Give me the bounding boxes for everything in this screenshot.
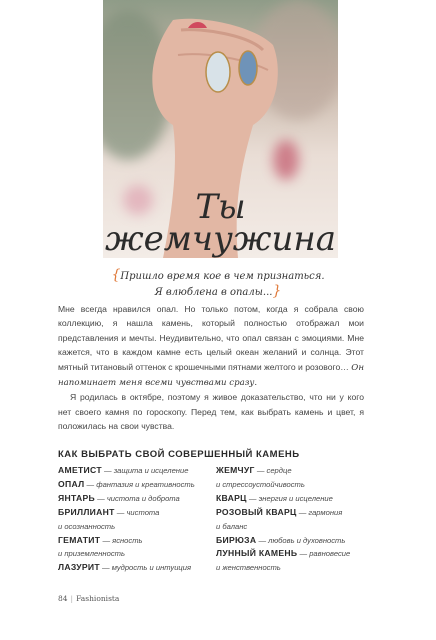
list-item-continued: и женственность (216, 563, 281, 573)
stone-list-left (58, 464, 218, 575)
page-number: 84 (58, 594, 68, 603)
stone-list-title: КАК ВЫБРАТЬ СВОЙ СОВЕРШЕННЫЙ КАМЕНЬ (58, 449, 300, 460)
list-item-continued: и стрессоустойчивость (216, 479, 305, 489)
paragraph-2: Я родилась в октябре, поэтому я живое доказательство, что ни у кого нет своего камня по гороскопу. Перед тем, как выбрать камень и цвет, я положилась на свои чувства. (58, 392, 364, 432)
list-item: АМЕТИСТ — защита и исцеление (58, 465, 189, 475)
quote-line-2: Я влюблена в опалы...} (154, 283, 282, 299)
quote-line-1: {Пришло время кое в чем признаться. (111, 267, 325, 283)
list-item: ГЕМАТИТ — ясность (58, 534, 143, 545)
bracket-close-icon: } (272, 283, 282, 299)
list-item: ЛУННЫЙ КАМЕНЬ — равновесие (216, 548, 351, 559)
list-item: ЯНТАРЬ — чистота и доброта (58, 492, 180, 503)
article-body (58, 302, 364, 434)
list-item: РОЗОВЫЙ КВАРЦ — гармония (216, 506, 343, 517)
opal-ring (206, 52, 230, 92)
handwritten-note: Он напоминает меня всеми чувствами сразу. (58, 362, 364, 389)
list-item-continued: и баланс (216, 521, 248, 531)
list-item: ОПАЛ — фантазия и креативность (58, 478, 195, 489)
hero-title-line2: жемчужина (104, 219, 337, 258)
list-item: ЖЕМЧУГ — сердце (216, 465, 292, 475)
list-item: БИРЮЗА — любовь и духовность (216, 534, 346, 545)
paragraph-1: Мне всегда нравился опал. Но только потом, когда я собрала свою коллекцию, я нашла камень, который полностью отображал мои представления и мечты. Неудивительно, что опал связан с эмоциями. Мне кажется, что в каждом камне есть целый океан желаний и солнца. Этот мятный титановый оттенок с крошечными пятнами желтого и розового… Он напоминает меня всеми чувствами сразу. (58, 304, 364, 389)
page-footer (58, 594, 119, 603)
blue-opal-ring (239, 51, 257, 85)
hero-title-line1: Ты (195, 187, 246, 227)
magazine-name: Fashionista (76, 594, 120, 603)
stone-list-right (216, 464, 376, 575)
bracket-open-icon: { (111, 267, 121, 283)
footer-divider: | (70, 594, 74, 603)
pull-quote (108, 268, 328, 300)
list-item-continued: и приземленность (58, 549, 125, 559)
list-item-continued: и осознанность (58, 521, 116, 531)
list-item: БРИЛЛИАНТ — чистота (58, 506, 160, 517)
list-item: ЛАЗУРИТ — мудрость и интуиция (58, 562, 192, 573)
hero-photo (103, 0, 338, 258)
list-item: КВАРЦ — энергия и исцеление (216, 492, 333, 503)
